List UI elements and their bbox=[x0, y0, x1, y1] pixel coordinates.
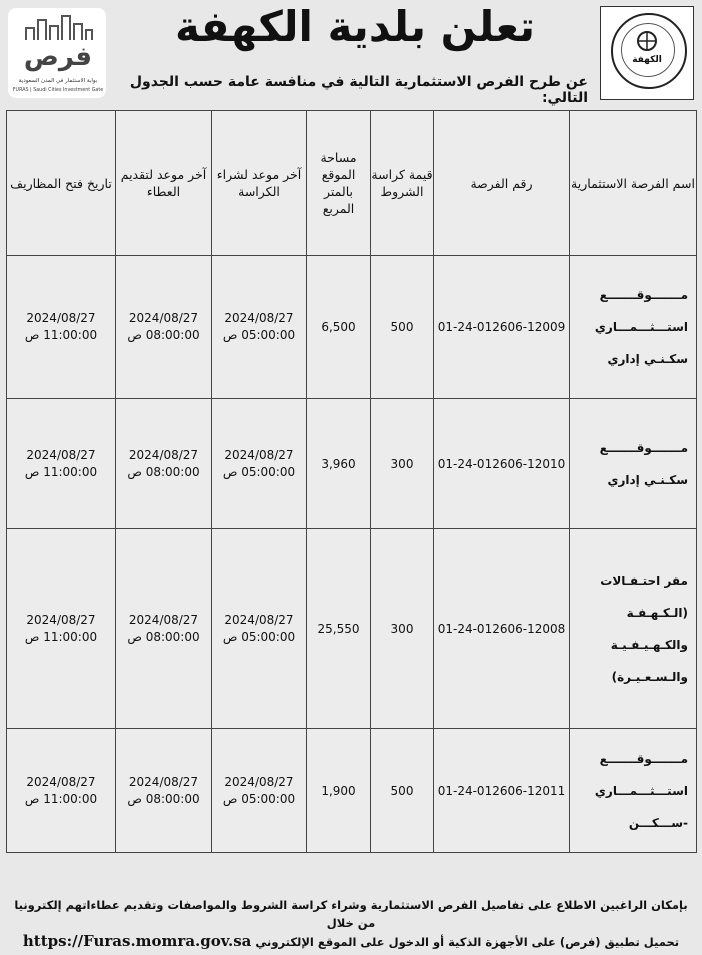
buy-deadline-time: 05:00:00 ص bbox=[222, 328, 296, 342]
footer-line-2: تحميل تطبيق (فرص) على الأجهزة الذكية أو الدخول على الموقع الإلكتروني bbox=[255, 935, 680, 949]
opportunity-name-line: (الـكـهـفـة bbox=[626, 605, 688, 620]
submit-deadline-time: 08:00:00 ص bbox=[127, 464, 200, 479]
buy-deadline bbox=[212, 256, 307, 399]
open-date-date: 2024/08/27 bbox=[26, 774, 96, 789]
buy-deadline-time: 05:00:00 ص bbox=[222, 464, 296, 479]
page-title: تعلن بلدية الكهفة bbox=[174, 2, 536, 51]
table-row bbox=[7, 729, 697, 853]
header-buy-deadline: آخر موعد لشراء الكراسة bbox=[212, 111, 307, 256]
buy-deadline-date: 2024/08/27 bbox=[224, 311, 294, 325]
buy-deadline-date: 2024/08/27 bbox=[224, 774, 294, 789]
submit-deadline bbox=[116, 256, 212, 399]
opportunity-name-line: سكـنـي إداري bbox=[607, 352, 688, 366]
opportunity-name bbox=[570, 529, 697, 729]
header-submit-deadline: آخر موعد لتقديم العطاء bbox=[116, 111, 212, 256]
submit-deadline bbox=[116, 529, 212, 729]
booklet-price: 500 bbox=[371, 256, 434, 399]
opportunity-name-line: والـسـعـيـرة) bbox=[611, 669, 688, 684]
table-row bbox=[7, 256, 697, 399]
footer-line-1: بإمكان الراغبين الاطلاع على تفاصيل الفرص الاستثمارية وشراء كراسة الشروط والمواصفات وتقديم عطاءاتهم إلكترونيا من خلال bbox=[14, 898, 688, 930]
submit-deadline-date: 2024/08/27 bbox=[128, 311, 199, 325]
furas-tagline-en: FURAS | Saudi Cities Investment Gate bbox=[12, 88, 104, 93]
submit-deadline-date: 2024/08/27 bbox=[128, 612, 199, 627]
header-name: اسم الفرصة الاستثمارية bbox=[570, 111, 697, 256]
booklet-price: 300 bbox=[371, 529, 434, 729]
open-date-date: 2024/08/27 bbox=[26, 311, 96, 325]
envelope-open-date bbox=[7, 529, 116, 729]
opportunity-number: 01-24-012606-12009 bbox=[434, 256, 570, 399]
opportunity-number: 01-24-012606-12008 bbox=[434, 529, 570, 729]
submit-deadline bbox=[116, 729, 212, 853]
table-row bbox=[7, 529, 697, 729]
table-header-row bbox=[7, 111, 697, 256]
site-area: 3,960 bbox=[307, 399, 371, 529]
opportunity-name bbox=[570, 399, 697, 529]
opportunity-name-line: استـــثـــمـــاري bbox=[594, 320, 688, 334]
city-skyline-icon bbox=[24, 14, 94, 42]
opportunity-name bbox=[570, 729, 697, 853]
opportunity-number: 01-24-012606-12010 bbox=[434, 399, 570, 529]
open-date-time: 11:00:00 ص bbox=[24, 791, 98, 806]
header-number: رقم الفرصة bbox=[434, 111, 570, 256]
opportunities-table bbox=[6, 110, 697, 853]
table-row bbox=[7, 399, 697, 529]
open-date-time: 11:00:00 ص bbox=[24, 464, 98, 479]
opportunity-number: 01-24-012606-12011 bbox=[434, 729, 570, 853]
buy-deadline bbox=[212, 529, 307, 729]
buy-deadline-date: 2024/08/27 bbox=[224, 447, 294, 462]
header-open-date: تاريخ فتح المظاريف bbox=[7, 111, 116, 256]
header-price: قيمة كراسة الشروط bbox=[371, 111, 434, 256]
furas-tagline-ar: بوابة الاستثمار في المدن السعودية bbox=[18, 78, 98, 84]
footer-url[interactable]: https://Furas.momra.gov.sa bbox=[22, 932, 252, 950]
opportunity-name-line: مـــــــوقـــــــع bbox=[599, 288, 688, 302]
open-date-time: 11:00:00 ص bbox=[24, 328, 98, 342]
opportunity-name-line: مقر احتـفـالات bbox=[600, 573, 688, 588]
page-subtitle: عن طرح الفرص الاستثمارية التالية في منافسة عامة حسب الجدول التالي: bbox=[129, 74, 588, 106]
envelope-open-date bbox=[7, 399, 116, 529]
opportunity-name-line: مـــــــوقـــــــع bbox=[599, 751, 688, 766]
submit-deadline-date: 2024/08/27 bbox=[128, 774, 199, 789]
site-area: 1,900 bbox=[307, 729, 371, 853]
submit-deadline-time: 08:00:00 ص bbox=[127, 629, 200, 644]
envelope-open-date bbox=[7, 256, 116, 399]
emblem-icon bbox=[635, 29, 659, 53]
open-date-date: 2024/08/27 bbox=[26, 447, 96, 462]
footer-note bbox=[6, 896, 696, 950]
submit-deadline-time: 08:00:00 ص bbox=[127, 328, 200, 342]
municipality-seal bbox=[600, 6, 694, 100]
buy-deadline-time: 05:00:00 ص bbox=[222, 629, 296, 644]
opportunity-name-line: سكـنـي إداري bbox=[607, 472, 688, 487]
header-area: مساحة الموقع بالمتر المربع bbox=[307, 111, 371, 256]
buy-deadline-date: 2024/08/27 bbox=[224, 612, 294, 627]
site-area: 25,550 bbox=[307, 529, 371, 729]
submit-deadline bbox=[116, 399, 212, 529]
open-date-time: 11:00:00 ص bbox=[24, 629, 98, 644]
buy-deadline-time: 05:00:00 ص bbox=[222, 791, 296, 806]
submit-deadline-time: 08:00:00 ص bbox=[127, 791, 200, 806]
submit-deadline-date: 2024/08/27 bbox=[128, 447, 199, 462]
buy-deadline bbox=[212, 729, 307, 853]
booklet-price: 500 bbox=[371, 729, 434, 853]
booklet-price: 300 bbox=[371, 399, 434, 529]
furas-logo-word: فرص bbox=[23, 42, 93, 72]
seal-name: الكهفة bbox=[632, 55, 662, 65]
header bbox=[0, 0, 702, 108]
opportunity-name-line: مـــــــوقـــــــع bbox=[599, 440, 688, 455]
site-area: 6,500 bbox=[307, 256, 371, 399]
opportunity-name-line: والكـهـيـفـيـة bbox=[610, 637, 688, 652]
opportunity-name-line: استـــثـــمـــاري bbox=[594, 783, 688, 798]
furas-logo bbox=[6, 6, 108, 102]
opportunity-name bbox=[570, 256, 697, 399]
opportunity-name-line: -ســـكـــن bbox=[628, 815, 688, 830]
buy-deadline bbox=[212, 399, 307, 529]
envelope-open-date bbox=[7, 729, 116, 853]
open-date-date: 2024/08/27 bbox=[26, 612, 96, 627]
